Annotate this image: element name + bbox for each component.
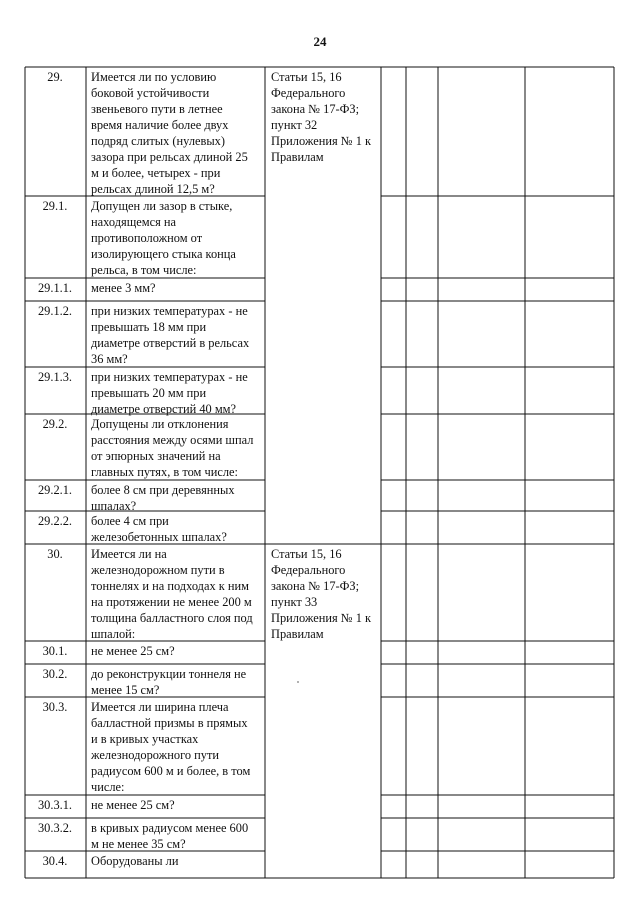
question-text-line: до реконструкции тоннеля не [91,667,247,681]
requirement-reference-line: Федерального [271,563,346,577]
requirement-reference-line: Приложения № 1 к [271,611,372,625]
requirement-reference-line: закона № 17-ФЗ; [271,579,360,593]
requirement-reference-line: Приложения № 1 к [271,134,372,148]
question-text-line: на протяжении не менее 200 м [91,595,252,609]
question-text-line: от эпюрных значений на [91,449,221,463]
question-text-line: м и более, четырех - при [91,166,221,180]
question-text-line: изолирующего стыка конца [91,247,236,261]
question-text-line: Имеется ли ширина плеча [91,700,229,714]
row-number: 29.2. [42,417,68,431]
question-text-line: числе: [91,780,125,794]
requirement-reference-line: Федерального [271,86,346,100]
question-text-line: Имеется ли по условию [91,70,217,84]
question-text-line: более 8 см при деревянных [91,483,235,497]
row-number: 29.1.2. [37,304,73,318]
question-text-line: зазора при рельсах длиной 25 [91,150,248,164]
question-text-line: Допущены ли отклонения [91,417,229,431]
question-text-line: тоннелях и на подходах к ним [91,579,249,593]
question-text-line: балластной призмы в прямых [91,716,248,730]
requirement-reference-line: закона № 17-ФЗ; [271,102,360,116]
row-number: 30.4. [42,854,68,868]
row-number: 30.2. [42,667,68,681]
question-text-line: не менее 25 см? [91,798,175,812]
question-text-line: находящемся на [91,215,177,229]
question-text-line: железнодорожного пути [91,748,220,762]
question-text-line: противоположном от [91,231,203,245]
question-text-line: Допущен ли зазор в стыке, [91,199,233,213]
question-text-line: менее 3 мм? [91,281,156,295]
question-text-line: при низких температурах - не [91,370,248,384]
requirement-reference-line: Статьи 15, 16 [271,547,342,561]
question-text-line: и в кривых участках [91,732,199,746]
row-number: 29.1.3. [37,370,73,384]
question-text-line: железобетонных шпалах? [91,530,227,544]
question-text-line: м не менее 35 см? [91,837,186,851]
question-text-line: время наличие более двух [91,118,229,132]
question-text-line: радиусом 600 м и более, в том [91,764,251,778]
row-number: 30. [47,547,63,561]
row-number: 29.1. [42,199,68,213]
question-text-line: шпалах? [91,499,137,513]
question-text-line: при низких температурах - не [91,304,248,318]
question-text-line: подряд слитых (нулевых) [91,134,226,148]
question-text-line: Оборудованы ли [91,854,179,868]
requirement-reference-line: пункт 33 [271,595,318,609]
question-text-line: диаметре отверстий в рельсах [91,336,250,350]
row-number: 30.1. [42,644,68,658]
row-number: 30.3.2. [37,821,73,835]
question-text-line: более 4 см при [91,514,169,528]
question-text-line: 36 мм? [91,352,128,366]
question-text-line: шпалой: [91,627,136,641]
requirement-reference-line: Статьи 15, 16 [271,70,342,84]
question-text-line: звеньевого пути в летнее [91,102,223,116]
question-text-line: в кривых радиусом менее 600 [91,821,249,835]
question-text-line: не менее 25 см? [91,644,175,658]
scan-speck [297,681,299,683]
question-text-line: железнодорожном пути в [91,563,225,577]
requirement-reference-line: Правилам [271,150,324,164]
row-number: 29.1.1. [37,281,73,295]
question-text-line: превышать 20 мм при [91,386,207,400]
row-number: 30.3.1. [37,798,73,812]
question-text-line: главных путях, в том числе: [91,465,238,479]
question-text-line: Имеется ли на [91,547,167,561]
row-number: 29. [47,70,63,84]
question-text-line: менее 15 см? [91,683,160,697]
row-number: 30.3. [42,700,68,714]
question-text-line: диаметре отверстий 40 мм? [91,402,236,416]
question-text-line: толщина балластного слоя под [91,611,253,625]
row-number: 29.2.2. [37,514,73,528]
row-number: 29.2.1. [37,483,73,497]
requirement-reference-line: Правилам [271,627,324,641]
question-text-line: рельсах длиной 12,5 м? [91,182,215,196]
page-number: 24 [313,34,327,49]
question-text-line: расстояния между осями шпал [91,433,254,447]
requirement-reference-line: пункт 32 [271,118,318,132]
question-text-line: боковой устойчивости [91,86,210,100]
question-text-line: превышать 18 мм при [91,320,207,334]
question-text-line: рельса, в том числе: [91,263,197,277]
